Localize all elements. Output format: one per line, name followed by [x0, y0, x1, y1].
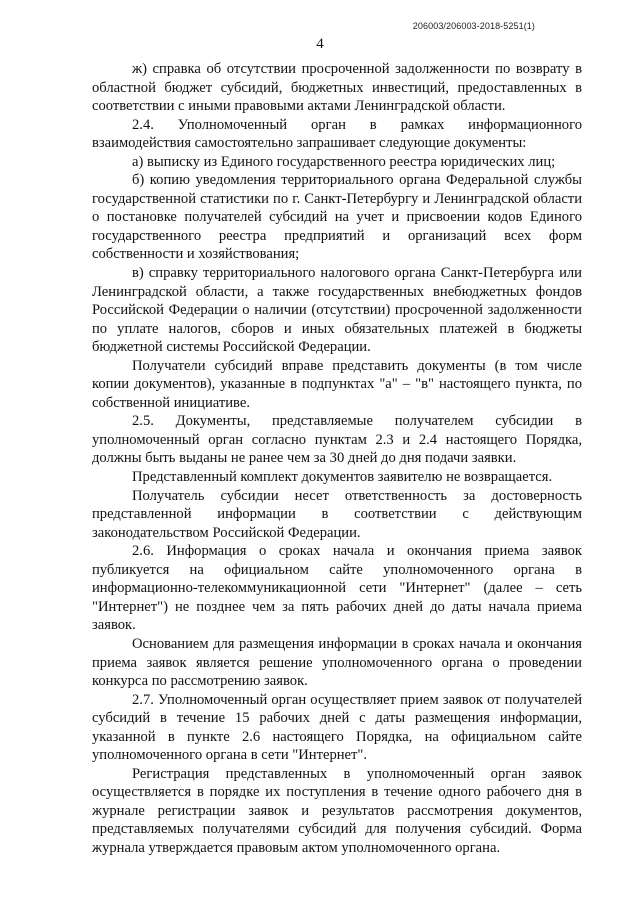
- paragraph-item-v: в) справку территориального налогового органа Санкт-Петербурга или Ленинградской области, а также государственных внебюджетных фондов Российской Федерации о наличии (отсутствии) просроченной задолженности по уплате налогов, сборов и иных обязательных платежей в бюджеты бюджетной системы Российской Федерации.: [92, 265, 582, 356]
- paragraph-2-6: 2.6. Информация о сроках начала и окончания приема заявок публикуется на официальном сайте уполномоченного органа в информационно-телекоммуникационной сети "Интернет" (далее – сеть "Интернет") не позднее чем за пять рабочих дней до даты начала приема заявок.: [92, 543, 582, 634]
- document-id: 206003/206003-2018-5251(1): [412, 21, 535, 31]
- paragraph-2-5: 2.5. Документы, представляемые получателем субсидии в уполномоченный орган согласно пунктам 2.3 и 2.4 настоящего Порядка, должны быть выданы не ранее чем за 30 дней до дня подачи заявки.: [92, 413, 582, 467]
- paragraph-item-zh: ж) справка об отсутствии просроченной задолженности по возврату в областной бюджет субсидий, бюджетных инвестиций, предоставленных в соответствии с иными правовыми актами Ленинградской области.: [92, 61, 582, 115]
- paragraph-2-7: 2.7. Уполномоченный орган осуществляет прием заявок от получателей субсидий в течение 15 рабочих дней с даты размещения информации, указанной в пункте 2.6 настоящего Порядка, на официальном сайте уполномоченного органа в сети "Интернет".: [92, 691, 582, 764]
- document-body: [92, 60, 582, 858]
- paragraph-registration: Регистрация представленных в уполномоченный орган заявок осуществляется в порядке их поступления в течение одного рабочего дня в журнале регистрации заявок и результатов рассмотрения документов, представляемых получателями субсидий для получения субсидий. Форма журнала утверждается правовым актом уполномоченного органа.: [92, 765, 582, 856]
- paragraph-basis: Основанием для размещения информации в сроках начала и окончания приема заявок является решение уполномоченного органа о проведении конкурса по рассмотрению заявок.: [92, 635, 582, 690]
- paragraph-item-a: а) выписку из Единого государственного реестра юридических лиц;: [132, 153, 556, 170]
- paragraph-item-b: б) копию уведомления территориального органа Федеральной службы государственной статистики по г. Санкт-Петербургу и Ленинградской области о постановке получателей субсидий на учет и присвоении кодов Единого государственного реестра предприятий и организаций всех форм собственности и хозяйствования;: [92, 172, 582, 263]
- paragraph-responsibility: Получатель субсидии несет ответственность за достоверность представленной информации в соответствии с действующим законодательством Российской Федерации.: [92, 487, 582, 541]
- page-number: 4: [316, 36, 324, 52]
- paragraph-not-returned: Представленный комплект документов заявителю не возвращается.: [132, 469, 553, 486]
- paragraph-2-4: 2.4. Уполномоченный орган в рамках информационного взаимодействия самостоятельно запрашивает следующие документы:: [92, 116, 582, 152]
- paragraph-initiative: Получатели субсидий вправе представить документы (в том числе копии документов), указанные в подпунктах "а" – "в" настоящего пункта, по собственной инициативе.: [92, 357, 582, 411]
